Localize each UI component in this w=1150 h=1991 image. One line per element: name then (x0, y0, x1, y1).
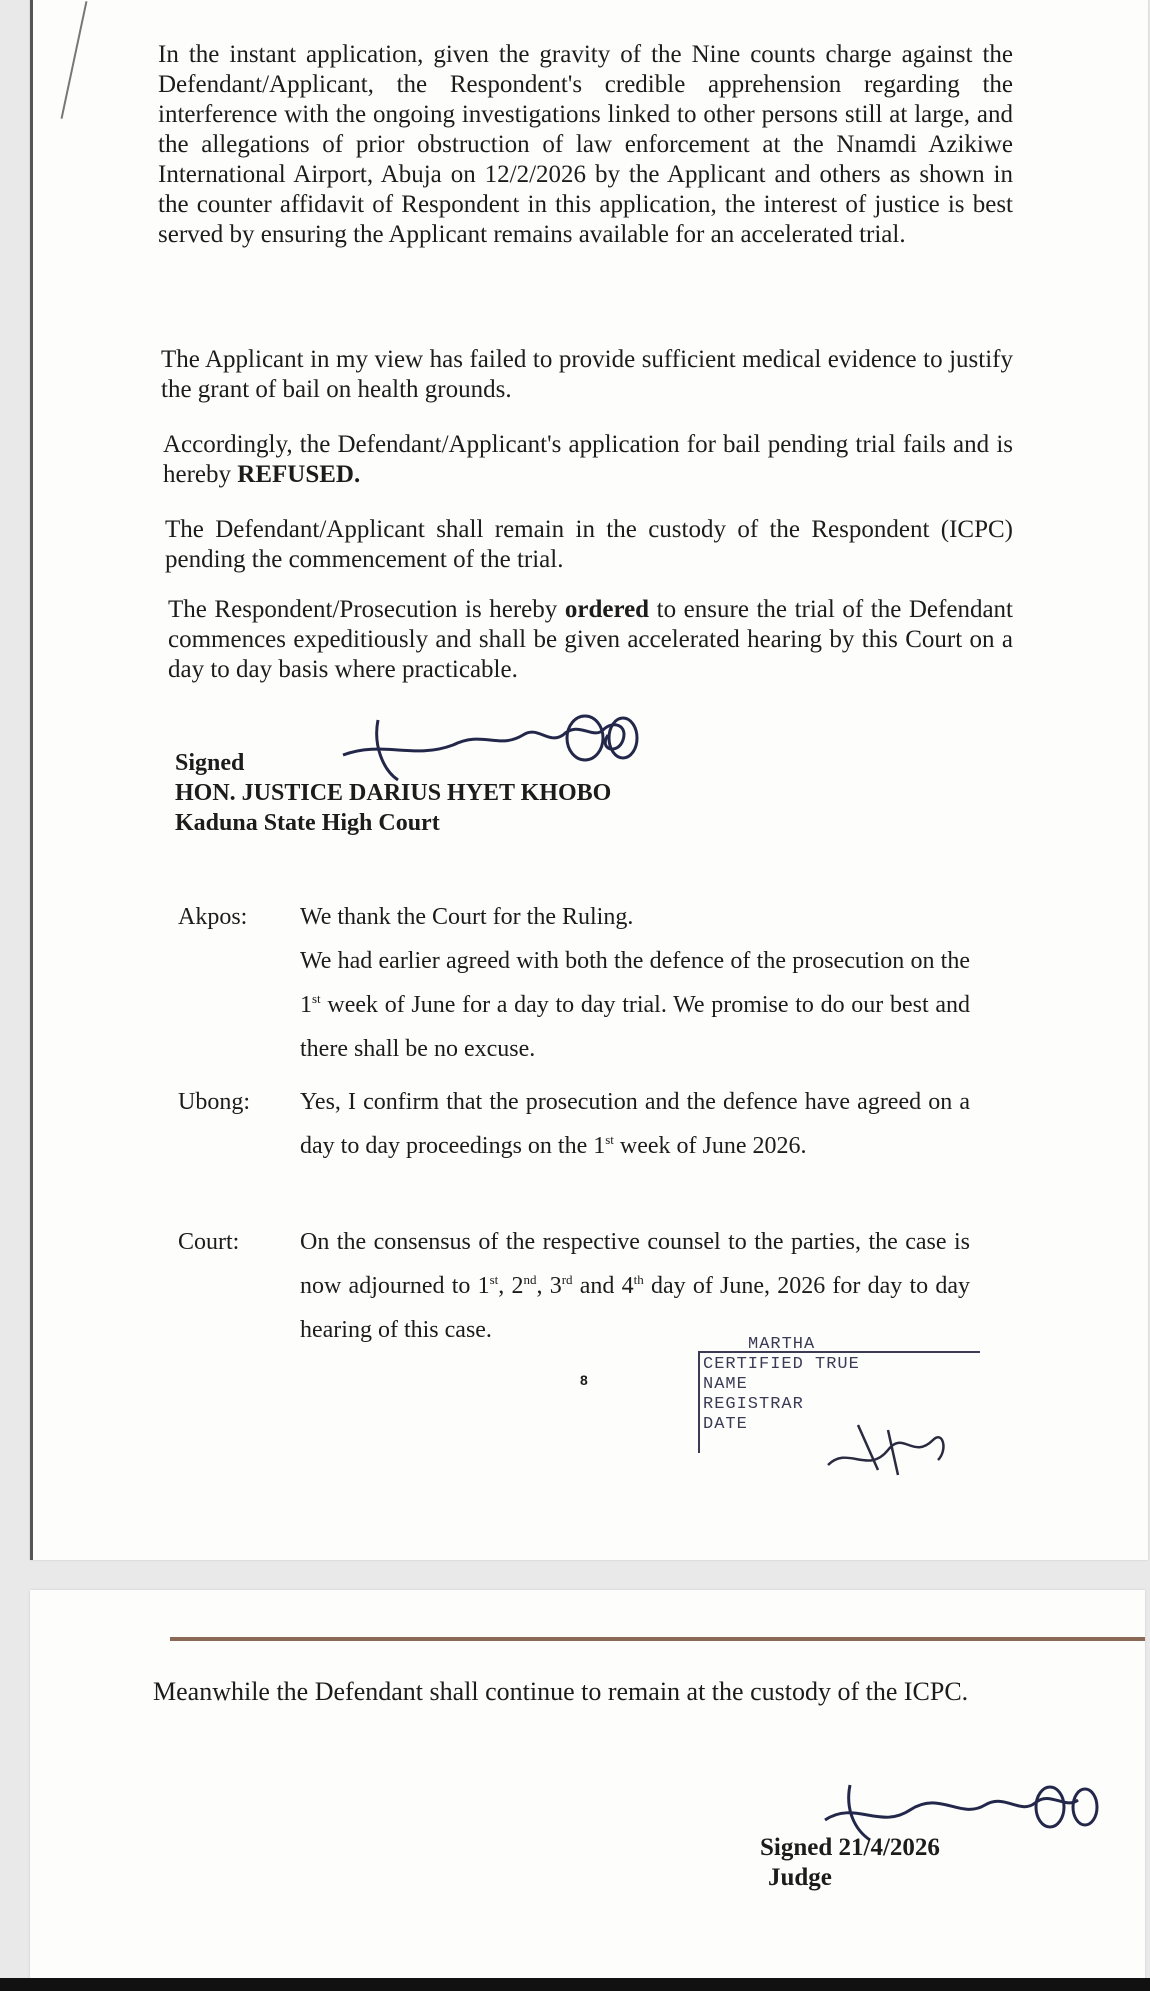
speech-text: We thank the Court for the Ruling. We had earlier agreed with both the defence of the prosecution on the 1st week of June for a day to day trial. We promise to do our best and there shall be no excuse. (300, 904, 970, 1062)
addendum-text: Meanwhile the Defendant shall continue to remain at the custody of the ICPC. (153, 1677, 969, 1706)
document-page-8 (30, 0, 1148, 1560)
scan-edge-mark (61, 1, 88, 119)
page-divider-rule (170, 1637, 1145, 1641)
addendum-signature-block (760, 1833, 940, 1893)
ruling-paragraph-5 (168, 595, 1013, 685)
registrar-signature (818, 1405, 958, 1485)
paragraph-text: The Defendant/Applicant shall remain in the custody of the Respondent (ICPC) pending the commencement of the trial. (165, 516, 1013, 573)
judge-name: HON. JUSTICE DARIUS HYET KHOBO (175, 780, 612, 806)
paragraph-text: to ensure the trial of the Defendant commences expeditiously and shall be given accelerated hearing by this Court on a day to day basis where practicable. (168, 596, 1013, 683)
document-page-addendum (30, 1590, 1145, 1980)
speaker-label: Ubong: (178, 1089, 250, 1115)
bottom-bar (0, 1978, 1150, 1991)
paragraph-text: Accordingly, the Defendant/Applicant's application for bail pending trial fails and is hereby (163, 431, 1013, 488)
court-name: Kaduna State High Court (175, 810, 440, 836)
proceeding-akpos (178, 895, 978, 1075)
speaker-label: Court: (178, 1229, 240, 1255)
paragraph-text: In the instant application, given the gravity of the Nine counts charge against the Defendant/Applicant, the Respondent's credible apprehension regarding the interference with the ongoing investigations linked to other persons still at large, and the allegations of prior obstruction of law enforcement at the Nnamdi Azikiwe International Airport, Abuja on 12/2/2026 by the Applicant and others as shown in the counter affidavit of Respondent in this application, the interest of justice is best served by ensuring the Applicant remains available for an accelerated trial. (158, 41, 1013, 248)
signed-date: Signed 21/4/2026 (760, 1834, 940, 1861)
judge-role: Judge (768, 1864, 832, 1891)
stamp-line-certified: CERTIFIED TRUE (703, 1355, 860, 1374)
proceeding-ubong (178, 1080, 978, 1210)
speaker-label: Akpos: (178, 904, 248, 930)
speech-text: On the consensus of the respective counsel to the parties, the case is now adjourned to 1st, 2nd, 3rd and 4th day of June, 2026 for day to day hearing of this case. (300, 1229, 971, 1343)
ruling-paragraph-4 (165, 515, 1013, 575)
ruling-paragraph-2 (161, 345, 1013, 405)
paragraph-text: The Applicant in my view has failed to provide sufficient medical evidence to justify the grant of bail on health grounds. (161, 346, 1013, 403)
speech-text: Yes, I confirm that the prosecution and the defence have agreed on a day to day proceedings on the 1st week of June 2026. (300, 1089, 970, 1159)
certified-true-copy-stamp (698, 1335, 998, 1495)
page-number: 8 (580, 1372, 588, 1388)
stamp-line-name: MARTHA (748, 1335, 816, 1354)
refused-word: REFUSED. (237, 461, 361, 488)
addendum-paragraph (153, 1670, 1013, 1714)
signature-block (175, 748, 611, 838)
stamp-line-date: DATE (703, 1415, 748, 1434)
signed-label: Signed (175, 750, 245, 776)
ruling-paragraph-1 (158, 40, 1013, 250)
stamp-line-registrar: REGISTRAR (703, 1395, 804, 1414)
ordered-word: ordered (564, 596, 650, 623)
ruling-paragraph-3 (163, 430, 1013, 490)
paragraph-text: The Respondent/Prosecution is hereby (168, 596, 558, 623)
stamp-line-name-field: NAME (703, 1375, 748, 1394)
